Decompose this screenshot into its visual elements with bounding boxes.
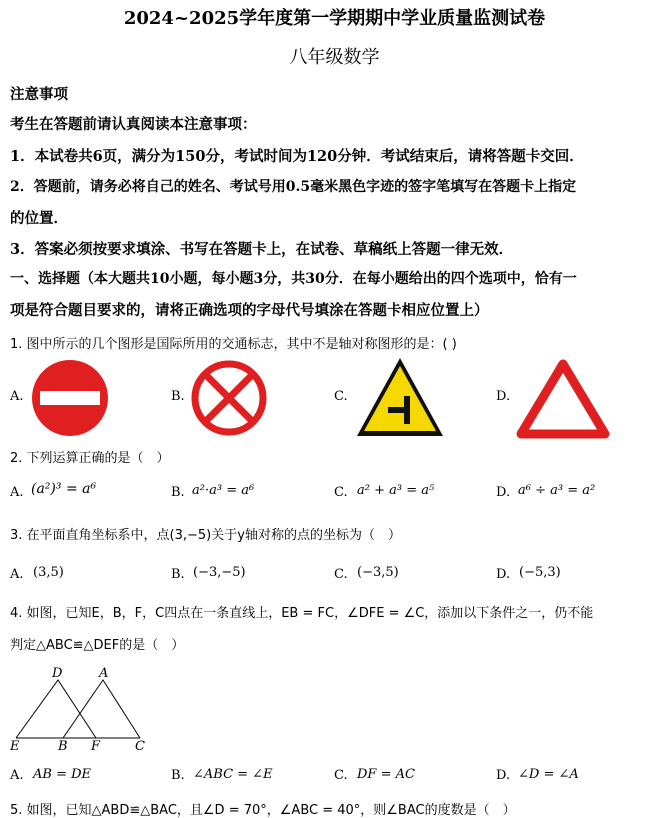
q1-label-a: A. <box>10 389 24 404</box>
q4-stem-line-1: 4. 如图，已知E，B，F，C四点在一条直线上，EB = FC，∠DFE = ∠C，添加以下条件之一，仍不能 <box>10 606 594 621</box>
point-d-label: D <box>52 666 63 681</box>
q2-label-b: B. <box>171 485 185 500</box>
point-e-label: E <box>10 739 20 754</box>
q2-option-c: a² + a³ = a⁵ <box>357 483 435 498</box>
q4-stem-line-2: 判定△ABC≌△DEF的是（ ） <box>10 638 185 653</box>
exam-subtitle: 八年级数学 <box>289 47 380 68</box>
q4-option-d: ∠D = ∠A <box>518 767 579 782</box>
q2-label-a: A. <box>10 485 24 500</box>
point-a-label: A <box>99 666 109 681</box>
q3-option-a: (3,5) <box>33 565 64 580</box>
notice-item-2-line-2: 的位置． <box>10 210 68 227</box>
no-stopping-sign-icon <box>190 359 268 437</box>
q2-stem: 2. 下列运算正确的是（ ） <box>10 451 170 466</box>
notice-item-3: 3．答案必须按要求填涂、书写在答题卡上，在试卷、草稿纸上答题一律无效． <box>10 241 514 258</box>
point-b-label: B <box>58 739 68 754</box>
point-c-label: C <box>135 739 145 754</box>
no-entry-sign-icon <box>31 359 109 437</box>
q5-stem: 5. 如图，已知△ABD≌△BAC，且∠D = 70°，∠ABC = 40°，则∠BAC的度数是（ ） <box>10 803 516 818</box>
q4-option-a: AB = DE <box>33 767 92 782</box>
warning-triangle-sign-icon <box>516 358 610 440</box>
q2-label-d: D. <box>496 485 511 500</box>
q3-label-c: C. <box>334 567 348 582</box>
q4-label-a: A. <box>10 768 24 783</box>
q3-label-b: B. <box>171 567 185 582</box>
q4-label-b: B. <box>171 768 185 783</box>
notice-intro: 考生在答题前请认真阅读本注意事项： <box>10 116 257 133</box>
q1-label-c: C. <box>334 389 348 404</box>
q4-option-b: ∠ABC = ∠E <box>193 767 273 782</box>
q1-label-b: B. <box>171 389 185 404</box>
q4-option-c: DF = AC <box>357 767 415 782</box>
q4-label-c: C. <box>334 768 348 783</box>
q1-stem: 1. 图中所示的几个图形是国际所用的交通标志，其中不是轴对称图形的是：( ) <box>10 337 457 352</box>
q3-label-a: A. <box>10 567 24 582</box>
q2-label-c: C. <box>334 485 348 500</box>
q3-option-d: (−5,3) <box>519 565 561 580</box>
notice-item-1: 1．本试卷共6页，满分为150分，考试时间为120分钟．考试结束后，请将答题卡交回． <box>10 148 584 165</box>
q2-option-d: a⁶ ÷ a³ = a² <box>518 483 596 498</box>
exam-title: 2024~2025学年度第一学期期中学业质量监测试卷 <box>123 8 546 29</box>
q4-triangle-figure <box>8 664 158 754</box>
q3-option-b: (−3,−5) <box>193 565 246 580</box>
q2-option-b: a²·a³ = a⁶ <box>192 483 255 498</box>
q3-label-d: D. <box>496 567 511 582</box>
q3-stem: 3. 在平面直角坐标系中，点(3,−5)关于y轴对称的点的坐标为（ ） <box>10 528 401 543</box>
section-1-line-2: 项是符合题目要求的，请将正确选项的字母代号填涂在答题卡相应位置上） <box>10 302 489 319</box>
notice-heading: 注意事项 <box>10 86 68 103</box>
notice-item-2-line-1: 2．答题前，请务必将自己的姓名、考试号用0.5毫米黑色字迹的签字笔填写在答题卡上指定 <box>10 179 577 195</box>
point-f-label: F <box>91 739 101 754</box>
q4-label-d: D. <box>496 768 511 783</box>
q2-option-a: (a²)³ = a⁶ <box>31 481 97 497</box>
section-1-line-1: 一、选择题（本大题共10小题，每小题3分，共30分．在每小题给出的四个选项中，恰有一 <box>10 271 577 287</box>
q1-label-d: D. <box>496 389 511 404</box>
q3-option-c: (−3,5) <box>357 565 399 580</box>
t-junction-warning-sign-icon <box>355 356 445 438</box>
